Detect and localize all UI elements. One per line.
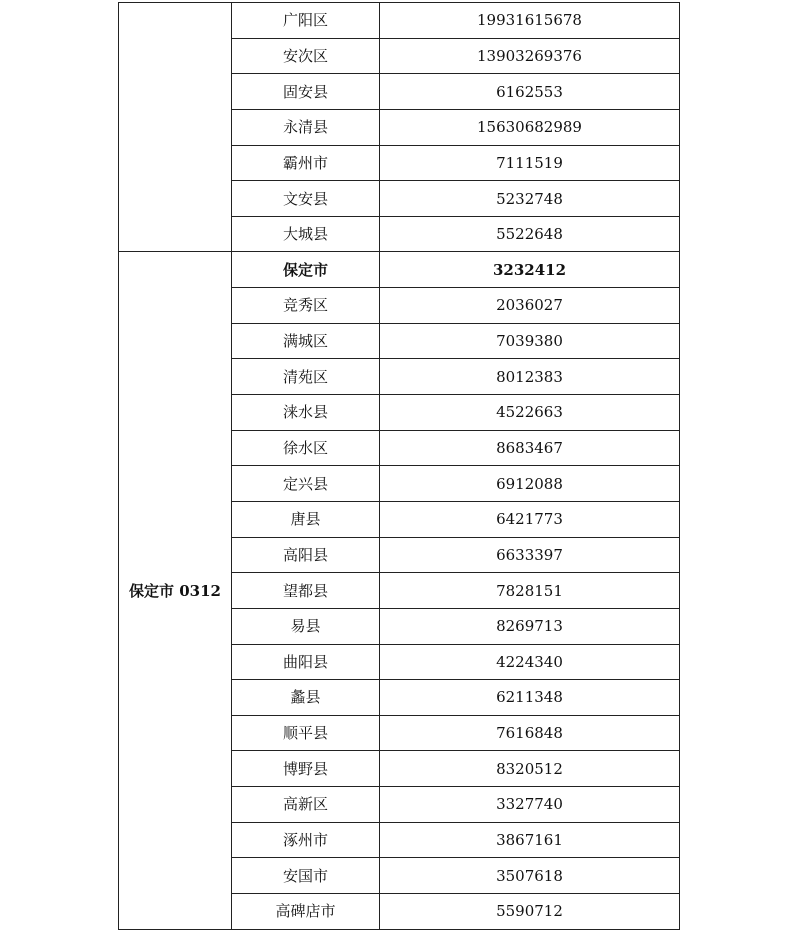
phone-cell: 4224340 (380, 644, 680, 680)
district-cell: 唐县 (232, 501, 380, 537)
phone-cell: 6162553 (380, 74, 680, 110)
phone-cell: 3507618 (380, 858, 680, 894)
district-cell: 涿州市 (232, 822, 380, 858)
district-cell: 竞秀区 (232, 288, 380, 324)
district-cell: 安次区 (232, 38, 380, 74)
district-cell: 文安县 (232, 181, 380, 217)
phone-cell: 8320512 (380, 751, 680, 787)
district-cell: 定兴县 (232, 466, 380, 502)
district-cell: 蠡县 (232, 680, 380, 716)
phone-cell: 4522663 (380, 395, 680, 431)
phone-cell: 2036027 (380, 288, 680, 324)
district-cell: 涞水县 (232, 395, 380, 431)
district-cell: 保定市 (232, 252, 380, 288)
phone-cell: 3232412 (380, 252, 680, 288)
phone-cell: 8012383 (380, 359, 680, 395)
district-cell: 广阳区 (232, 3, 380, 39)
district-cell: 固安县 (232, 74, 380, 110)
district-cell: 清苑区 (232, 359, 380, 395)
district-cell: 霸州市 (232, 145, 380, 181)
phone-cell: 19931615678 (380, 3, 680, 39)
phone-cell: 3327740 (380, 787, 680, 823)
district-cell: 望都县 (232, 573, 380, 609)
phone-cell: 5522648 (380, 216, 680, 252)
district-cell: 满城区 (232, 323, 380, 359)
district-cell: 曲阳县 (232, 644, 380, 680)
phone-cell: 7111519 (380, 145, 680, 181)
phone-cell: 5232748 (380, 181, 680, 217)
phone-cell: 7616848 (380, 715, 680, 751)
phone-cell: 5590712 (380, 894, 680, 930)
phone-cell: 8269713 (380, 608, 680, 644)
phone-cell: 7039380 (380, 323, 680, 359)
district-cell: 易县 (232, 608, 380, 644)
district-cell: 永清县 (232, 109, 380, 145)
district-cell: 徐水区 (232, 430, 380, 466)
district-cell: 大城县 (232, 216, 380, 252)
phone-cell: 6633397 (380, 537, 680, 573)
table-row (119, 3, 680, 39)
table-body (119, 3, 680, 930)
table-row (119, 252, 680, 288)
district-cell: 博野县 (232, 751, 380, 787)
phone-cell: 8683467 (380, 430, 680, 466)
district-cell: 高碑店市 (232, 894, 380, 930)
district-cell: 高阳县 (232, 537, 380, 573)
contact-table (118, 2, 680, 930)
phone-cell: 6211348 (380, 680, 680, 716)
district-cell: 高新区 (232, 787, 380, 823)
phone-cell: 6912088 (380, 466, 680, 502)
phone-cell: 7828151 (380, 573, 680, 609)
city-cell: 保定市 0312 (119, 252, 232, 929)
city-cell (119, 3, 232, 252)
district-cell: 安国市 (232, 858, 380, 894)
phone-cell: 3867161 (380, 822, 680, 858)
district-cell: 顺平县 (232, 715, 380, 751)
phone-cell: 15630682989 (380, 109, 680, 145)
phone-cell: 6421773 (380, 501, 680, 537)
phone-cell: 13903269376 (380, 38, 680, 74)
